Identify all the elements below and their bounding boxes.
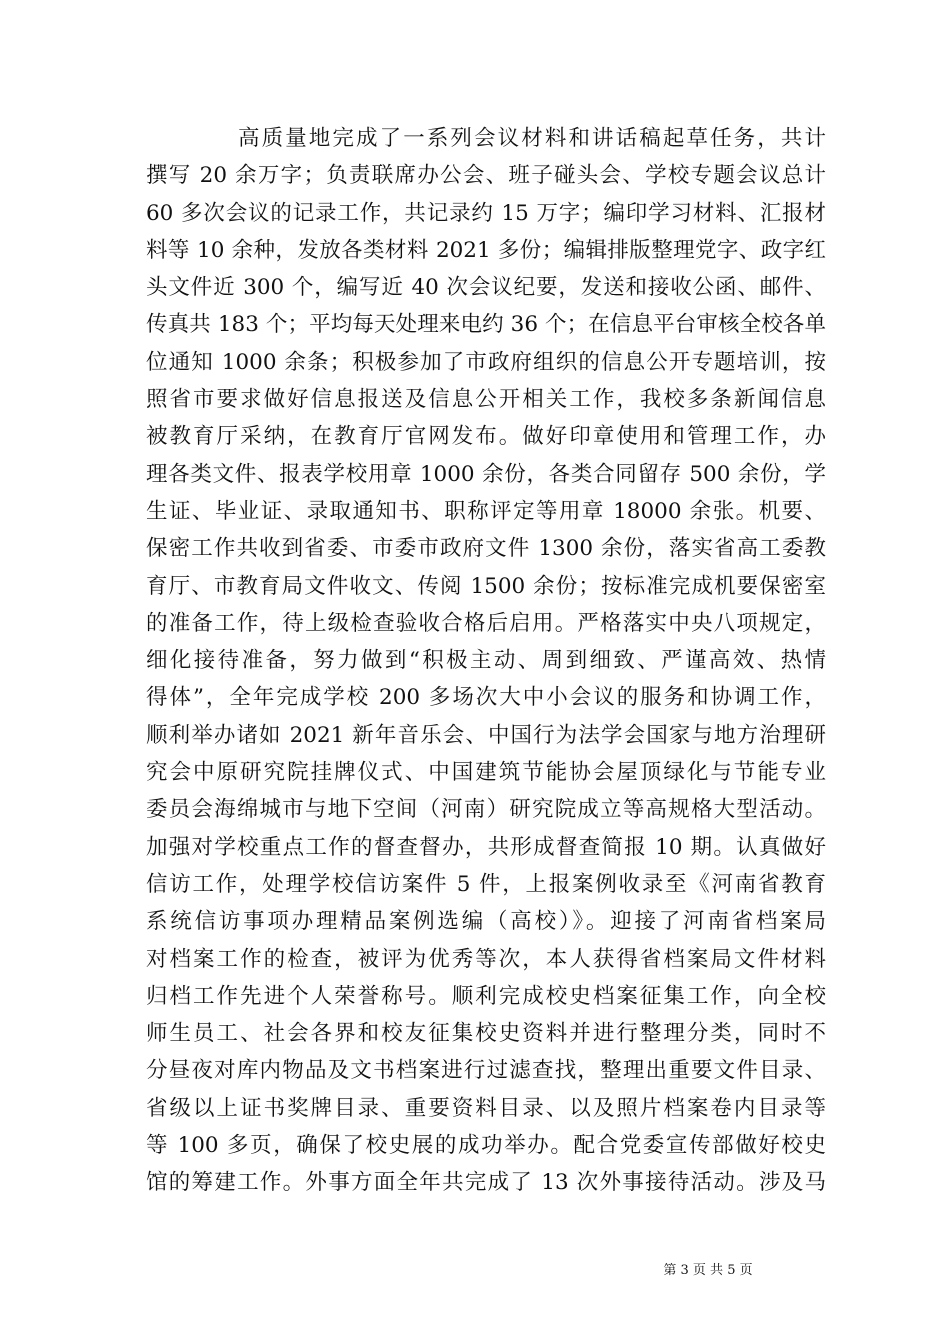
- page-footer: [0, 1262, 950, 1280]
- text-line: 信访工作，处理学校信访案件 5 件，上报案例收录至《河南省教育: [146, 871, 826, 897]
- text-line: 系统信访事项办理精品案例选编（高校）》。迎接了河南省档案局: [146, 909, 826, 935]
- text-line: 被教育厅采纳，在教育厅官网发布。做好印章使用和管理工作，办: [146, 424, 826, 450]
- text-line: 委员会海绵城市与地下空间（河南）研究院成立等高规格大型活动。: [146, 797, 826, 823]
- text-line: 传真共 183 个；平均每天处理来电约 36 个；在信息平台审核全校各单: [146, 312, 826, 338]
- text-line: 撰写 20 余万字；负责联席办公会、班子碰头会、学校专题会议总计: [146, 163, 826, 189]
- text-line: 60 多次会议的记录工作，共记录约 15 万字；编印学习材料、汇报材: [146, 200, 826, 226]
- text-line: 细化接待准备，努力做到“积极主动、周到细致、严谨高效、热情: [146, 648, 826, 674]
- text-line: 省级以上证书奖牌目录、重要资料目录、以及照片档案卷内目录等: [146, 1095, 826, 1121]
- text-line: 保密工作共收到省委、市委市政府文件 1300 余份，落实省高工委教: [146, 536, 826, 562]
- text-line: 归档工作先进个人荣誉称号。顺利完成校史档案征集工作，向全校: [146, 983, 826, 1009]
- text-line: 等 100 多页，确保了校史展的成功举办。配合党委宣传部做好校史: [146, 1133, 826, 1159]
- text-line: 头文件近 300 个，编写近 40 次会议纪要，发送和接收公函、邮件、: [146, 275, 826, 301]
- text-line: 究会中原研究院挂牌仪式、中国建筑节能协会屋顶绿化与节能专业: [146, 760, 826, 786]
- text-line: 馆的筹建工作。外事方面全年共完成了 13 次外事接待活动。涉及马: [146, 1170, 826, 1196]
- text-line: 料等 10 余种，发放各类材料 2021 多份；编辑排版整理党字、政字红: [146, 237, 826, 263]
- text-line: 顺利举办诸如 2021 新年音乐会、中国行为法学会国家与地方治理研: [146, 722, 826, 748]
- text-line: 师生员工、社会各界和校友征集校史资料并进行整理分类，同时不: [146, 1021, 826, 1047]
- body-paragraph: [146, 120, 826, 1202]
- text-line: 得体”，全年完成学校 200 多场次大中小会议的服务和协调工作，: [146, 685, 826, 711]
- text-line: 分昼夜对库内物品及文书档案进行过滤查找，整理出重要文件目录、: [146, 1058, 826, 1084]
- text-line: 理各类文件、报表学校用章 1000 余份，各类合同留存 500 余份，学: [146, 461, 826, 487]
- text-line: 加强对学校重点工作的督查督办，共形成督查简报 10 期。认真做好: [146, 834, 826, 860]
- text-line: 位通知 1000 余条；积极参加了市政府组织的信息公开专题培训，按: [146, 349, 826, 375]
- text-line: 的准备工作，待上级检查验收合格后启用。严格落实中央八项规定，: [146, 610, 826, 636]
- text-line: 生证、毕业证、录取通知书、职称评定等用章 18000 余张。机要、: [146, 498, 826, 524]
- text-line: 对档案工作的检查，被评为优秀等次，本人获得省档案局文件材料: [146, 946, 826, 972]
- text-line: 育厅、市教育局文件收文、传阅 1500 余份；按标准完成机要保密室: [146, 573, 826, 599]
- text-line: 照省市要求做好信息报送及信息公开相关工作，我校多条新闻信息: [146, 387, 826, 413]
- page-number-label: 第 3 页 共 5 页: [663, 1263, 753, 1278]
- text-line: 高质量地完成了一系列会议材料和讲话稿起草任务，共计: [238, 126, 826, 151]
